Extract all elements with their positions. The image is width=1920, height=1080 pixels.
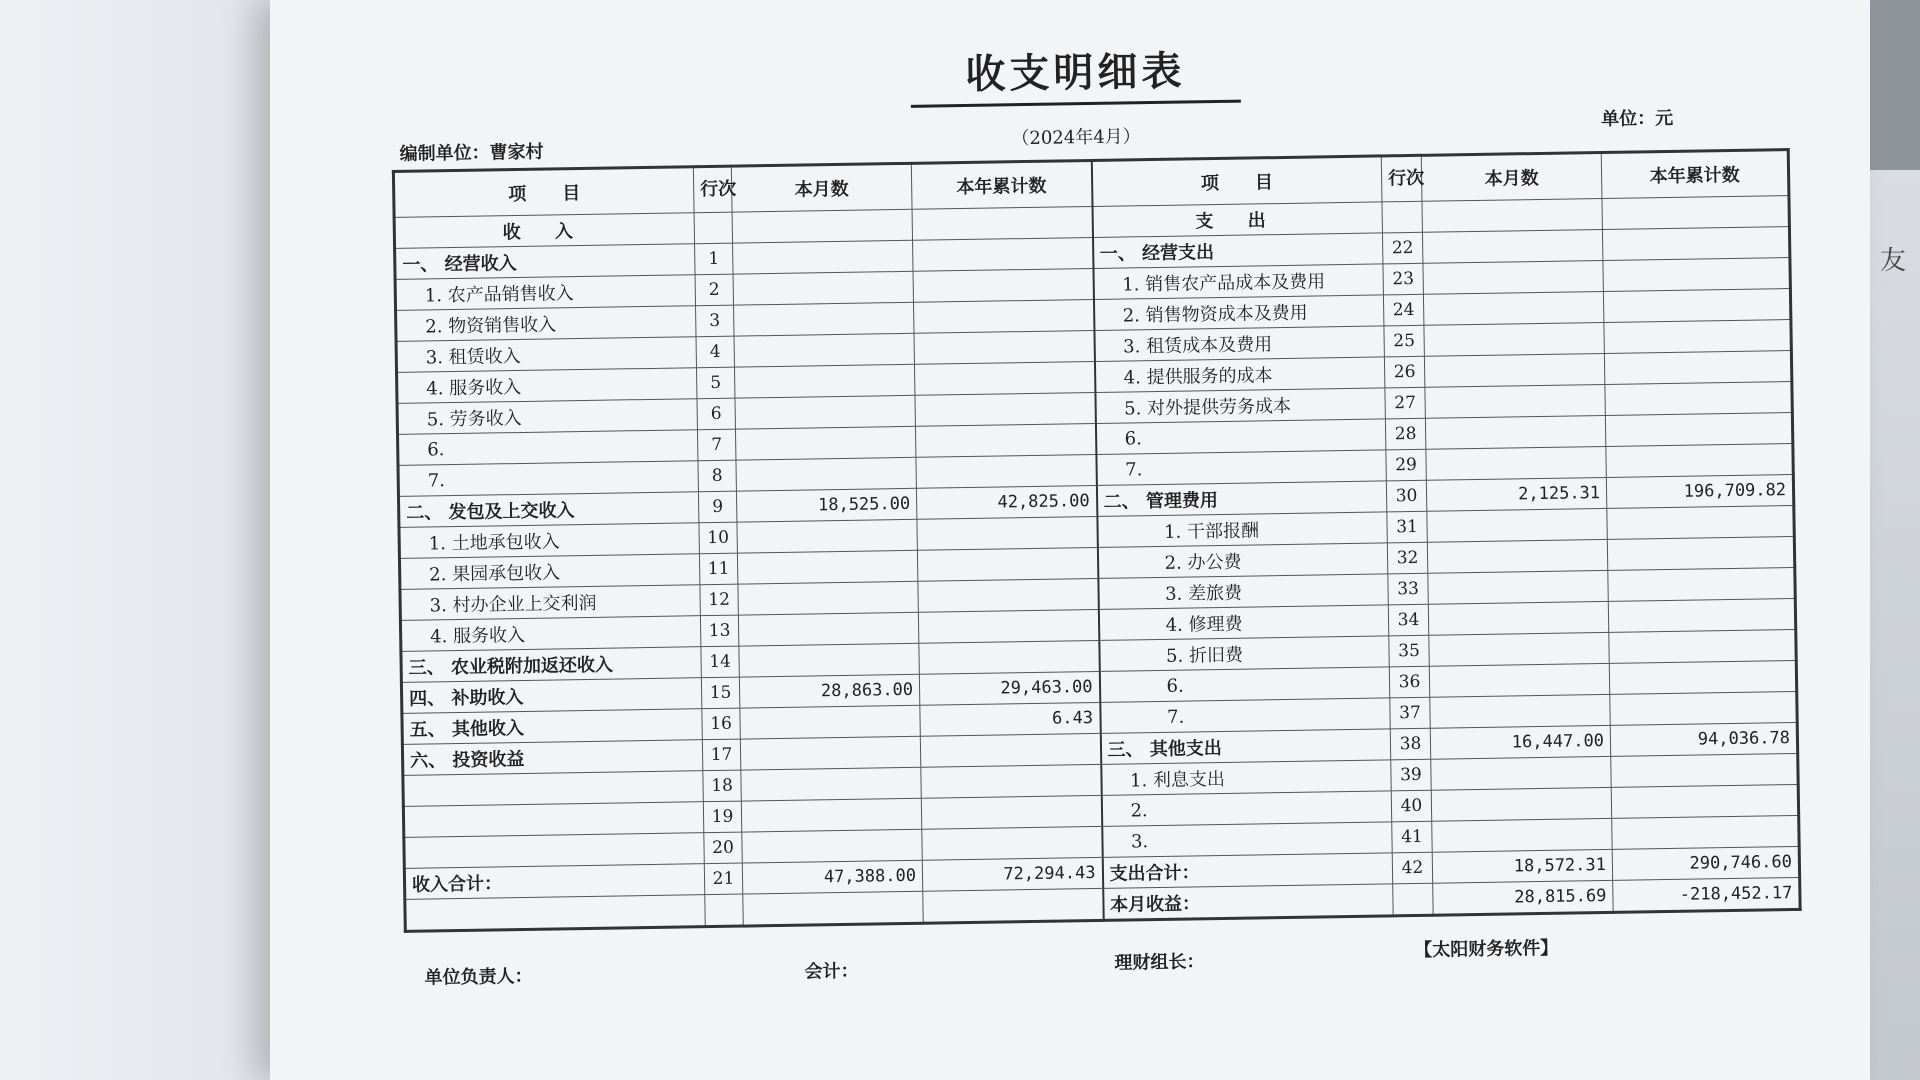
- row-item-label: 六、 投资收益: [402, 740, 702, 776]
- row-line-number: 7: [697, 429, 735, 461]
- row-line-number: 36: [1389, 666, 1429, 698]
- row-item-label: 三、 农业税附加返还收入: [401, 647, 701, 683]
- row-month-value: [1424, 322, 1604, 356]
- row-month-value: [741, 767, 921, 801]
- row-month-value: [740, 705, 920, 739]
- row-year-value: [1604, 320, 1791, 354]
- row-month-value: [738, 612, 918, 646]
- row-line-number: 26: [1384, 356, 1424, 388]
- row-year-value: [1607, 506, 1794, 540]
- row-line-number: 8: [698, 460, 736, 492]
- row-item-label: 5. 劳务收入: [397, 399, 697, 435]
- row-month-value: [1430, 694, 1610, 728]
- row-line-number: 31: [1387, 511, 1427, 543]
- footer-unit-responsible: 单位负责人：: [424, 965, 533, 989]
- header-year-expense: 本年累计数: [1601, 150, 1789, 199]
- income-section-label: 收 入: [394, 213, 694, 249]
- row-year-value: [922, 826, 1102, 860]
- row-month-value: [1422, 229, 1602, 263]
- row-year-value: 6.43: [920, 702, 1100, 736]
- row-year-value: [1607, 537, 1794, 571]
- row-item-label: 2. 物资销售收入: [396, 306, 696, 342]
- table-cell: [912, 206, 1092, 240]
- row-year-value: [1608, 598, 1795, 632]
- row-line-number: 15: [701, 677, 739, 709]
- row-item-label: 四、 补助收入: [401, 678, 701, 714]
- row-line-number: 19: [703, 801, 741, 833]
- header-month-expense: 本月数: [1421, 152, 1602, 201]
- row-month-value: [1427, 539, 1607, 573]
- row-month-value: [1427, 508, 1607, 542]
- row-line-number: 11: [699, 553, 737, 585]
- row-year-value: [1602, 227, 1789, 261]
- row-line-number: 14: [701, 646, 739, 678]
- row-month-value: [1429, 663, 1609, 697]
- row-month-value: [740, 736, 920, 770]
- row-month-value: [741, 798, 921, 832]
- row-year-value: [1609, 629, 1796, 663]
- row-item-label: 1. 销售农产品成本及费用: [1093, 264, 1383, 300]
- row-item-label: 二、 发包及上交收入: [398, 492, 698, 528]
- row-item-label: 4. 提供服务的成本: [1094, 357, 1384, 393]
- row-item-label: 3. 租赁成本及费用: [1094, 326, 1384, 362]
- row-item-label: 支出合计：: [1102, 853, 1392, 889]
- row-item-label: 2. 办公费: [1097, 543, 1387, 579]
- row-year-value: [919, 640, 1099, 674]
- row-item-label: 4. 服务收入: [397, 368, 697, 404]
- row-line-number: 30: [1386, 480, 1426, 512]
- row-item-label: [403, 802, 703, 838]
- row-month-value: [734, 333, 914, 367]
- row-year-value: [914, 330, 1094, 364]
- table-cell: [732, 209, 912, 243]
- row-line-number: 41: [1392, 821, 1432, 853]
- row-year-value: [915, 392, 1095, 426]
- row-year-value: 29,463.00: [919, 671, 1099, 705]
- row-line-number: 1: [695, 243, 733, 275]
- row-year-value: [1604, 351, 1791, 385]
- header-item-income: 项 目: [393, 167, 694, 218]
- row-line-number: 2: [695, 274, 733, 306]
- row-month-value: 2,125.31: [1426, 477, 1606, 511]
- row-year-value: 196,709.82: [1606, 475, 1793, 509]
- row-month-value: 18,572.31: [1432, 849, 1612, 883]
- row-line-number: 24: [1383, 294, 1423, 326]
- row-year-value: [1603, 258, 1790, 292]
- row-item-label: 本月收益：: [1103, 884, 1393, 921]
- row-year-value: [1611, 784, 1798, 818]
- row-month-value: [1428, 570, 1608, 604]
- row-month-value: [1432, 818, 1612, 852]
- row-line-number: 16: [702, 708, 740, 740]
- row-item-label: [403, 771, 703, 807]
- row-line-number: 38: [1390, 728, 1430, 760]
- header-item-expense: 项 目: [1091, 156, 1382, 207]
- row-line-number: 37: [1390, 697, 1430, 729]
- row-line-number: 39: [1391, 759, 1431, 791]
- table-cell: [1422, 198, 1602, 232]
- row-line-number: 23: [1383, 263, 1423, 295]
- row-item-label: 7.: [1096, 450, 1386, 486]
- row-line-number: 3: [696, 305, 734, 337]
- report-period: （2024年4月）: [1011, 126, 1141, 150]
- income-expense-table: [392, 148, 1802, 933]
- row-month-value: [737, 519, 917, 553]
- row-line-number: [705, 894, 743, 927]
- row-year-value: [914, 361, 1094, 395]
- row-line-number: 5: [696, 367, 734, 399]
- row-line-number: 42: [1392, 852, 1432, 884]
- row-item-label: 1. 农产品销售收入: [395, 275, 695, 311]
- row-year-value: [917, 516, 1097, 550]
- row-year-value: [1605, 382, 1792, 416]
- row-year-value: [1611, 753, 1798, 787]
- row-item-label: 6.: [1099, 667, 1389, 703]
- row-item-label: 4. 修理费: [1098, 605, 1388, 641]
- row-year-value: [1605, 413, 1792, 447]
- row-month-value: [739, 643, 919, 677]
- row-line-number: 17: [702, 739, 740, 771]
- row-year-value: [913, 299, 1093, 333]
- row-line-number: 9: [698, 491, 736, 523]
- row-item-label: [405, 895, 705, 932]
- row-line-number: 21: [704, 863, 742, 895]
- row-month-value: [1431, 756, 1611, 790]
- row-month-value: [1431, 787, 1611, 821]
- edge-glyph: 友: [1880, 246, 1907, 276]
- row-month-value: [735, 395, 915, 429]
- row-line-number: 10: [699, 522, 737, 554]
- row-item-label: 三、 其他支出: [1100, 729, 1390, 765]
- row-year-value: -218,452.17: [1613, 877, 1800, 912]
- row-month-value: [743, 891, 923, 926]
- row-year-value: [915, 423, 1095, 457]
- row-item-label: 2.: [1101, 791, 1391, 827]
- row-item-label: 一、 经营支出: [1093, 233, 1383, 269]
- row-month-value: 16,447.00: [1430, 725, 1610, 759]
- row-year-value: [921, 795, 1101, 829]
- row-line-number: 18: [703, 770, 741, 802]
- header-line-income: 行次: [693, 166, 732, 213]
- row-month-value: [1425, 384, 1605, 418]
- row-line-number: 6: [697, 398, 735, 430]
- row-line-number: 33: [1388, 573, 1428, 605]
- row-item-label: 1. 干部报酬: [1097, 512, 1387, 548]
- table-cell: [694, 212, 732, 244]
- header-line-expense: 行次: [1381, 155, 1422, 202]
- row-item-label: 1. 土地承包收入: [399, 523, 699, 559]
- row-year-value: [1603, 289, 1790, 323]
- row-year-value: [921, 764, 1101, 798]
- row-line-number: 34: [1388, 604, 1428, 636]
- row-year-value: [918, 609, 1098, 643]
- row-year-value: 94,036.78: [1610, 722, 1797, 756]
- compiling-unit: 编制单位：曹家村: [399, 141, 544, 165]
- row-item-label: 4. 服务收入: [400, 616, 700, 652]
- row-line-number: 12: [700, 584, 738, 616]
- row-item-label: 7.: [1100, 698, 1390, 734]
- row-year-value: [1610, 691, 1797, 725]
- row-month-value: [1426, 446, 1606, 480]
- row-year-value: [920, 733, 1100, 767]
- row-item-label: 3. 租赁收入: [396, 337, 696, 373]
- row-line-number: 27: [1385, 387, 1425, 419]
- row-year-value: [916, 454, 1096, 488]
- report-sheet: [270, 0, 1870, 1080]
- row-month-value: [1429, 632, 1609, 666]
- row-month-value: [1423, 260, 1603, 294]
- row-item-label: 3. 差旅费: [1098, 574, 1388, 610]
- row-line-number: 13: [700, 615, 738, 647]
- row-month-value: [742, 829, 922, 863]
- row-item-label: 2. 销售物资成本及费用: [1093, 295, 1383, 331]
- row-year-value: [1606, 444, 1793, 478]
- row-month-value: [1428, 601, 1608, 635]
- row-month-value: [1423, 291, 1603, 325]
- row-month-value: [1424, 353, 1604, 387]
- row-year-value: [918, 578, 1098, 612]
- row-line-number: 28: [1385, 418, 1425, 450]
- row-month-value: [735, 426, 915, 460]
- row-month-value: [733, 271, 913, 305]
- row-month-value: [733, 240, 913, 274]
- row-item-label: 5. 对外提供劳务成本: [1095, 388, 1385, 424]
- report-content: [390, 30, 1805, 1012]
- row-line-number: 35: [1389, 635, 1429, 667]
- row-line-number: 20: [704, 832, 742, 864]
- row-month-value: [736, 457, 916, 491]
- row-month-value: [734, 302, 914, 336]
- row-item-label: 2. 果园承包收入: [399, 554, 699, 590]
- row-item-label: 3. 村办企业上交利润: [400, 585, 700, 621]
- row-item-label: 7.: [398, 461, 698, 497]
- row-year-value: [923, 888, 1103, 923]
- row-year-value: 290,746.60: [1612, 846, 1799, 880]
- row-year-value: 72,294.43: [922, 857, 1102, 891]
- row-line-number: 25: [1384, 325, 1424, 357]
- row-item-label: 1. 利息支出: [1101, 760, 1391, 796]
- expense-section-label: 支 出: [1092, 202, 1382, 238]
- row-year-value: [917, 547, 1097, 581]
- row-year-value: [1608, 567, 1795, 601]
- row-line-number: 29: [1386, 449, 1426, 481]
- row-year-value: 42,825.00: [916, 485, 1096, 519]
- currency-unit: 单位：元: [1601, 107, 1674, 130]
- row-year-value: [913, 268, 1093, 302]
- row-line-number: [1393, 883, 1433, 916]
- header-month-income: 本月数: [731, 163, 912, 212]
- table-cell: [1602, 196, 1789, 230]
- row-item-label: 一、 经营收入: [395, 244, 695, 280]
- row-year-value: [1609, 660, 1796, 694]
- row-month-value: 28,863.00: [739, 674, 919, 708]
- row-month-value: [1425, 415, 1605, 449]
- row-month-value: 47,388.00: [742, 860, 922, 894]
- row-item-label: 二、 管理费用: [1096, 481, 1386, 517]
- row-year-value: [913, 237, 1093, 271]
- footer-software-brand: 【太阳财务软件】: [1414, 937, 1559, 962]
- row-line-number: 22: [1382, 232, 1422, 264]
- row-line-number: 40: [1391, 790, 1431, 822]
- row-item-label: [404, 833, 704, 869]
- row-month-value: [737, 550, 917, 584]
- table-cell: [1382, 201, 1422, 233]
- row-line-number: 4: [696, 336, 734, 368]
- row-item-label: 6.: [398, 430, 698, 466]
- row-item-label: 3.: [1102, 822, 1392, 858]
- row-item-label: 收入合计：: [404, 864, 704, 900]
- row-month-value: 18,525.00: [736, 488, 916, 522]
- footer-accountant: 会计：: [804, 960, 859, 983]
- report-title: 收支明细表: [910, 39, 1241, 108]
- row-item-label: 5. 折旧费: [1099, 636, 1389, 672]
- row-month-value: [734, 364, 914, 398]
- header-year-income: 本年累计数: [911, 160, 1092, 209]
- footer-finance-leader: 理财组长：: [1114, 951, 1205, 974]
- row-item-label: 6.: [1095, 419, 1385, 455]
- row-line-number: 32: [1387, 542, 1427, 574]
- row-year-value: [1612, 815, 1799, 849]
- row-month-value: 28,815.69: [1433, 880, 1613, 915]
- row-item-label: 五、 其他收入: [402, 709, 702, 745]
- row-month-value: [738, 581, 918, 615]
